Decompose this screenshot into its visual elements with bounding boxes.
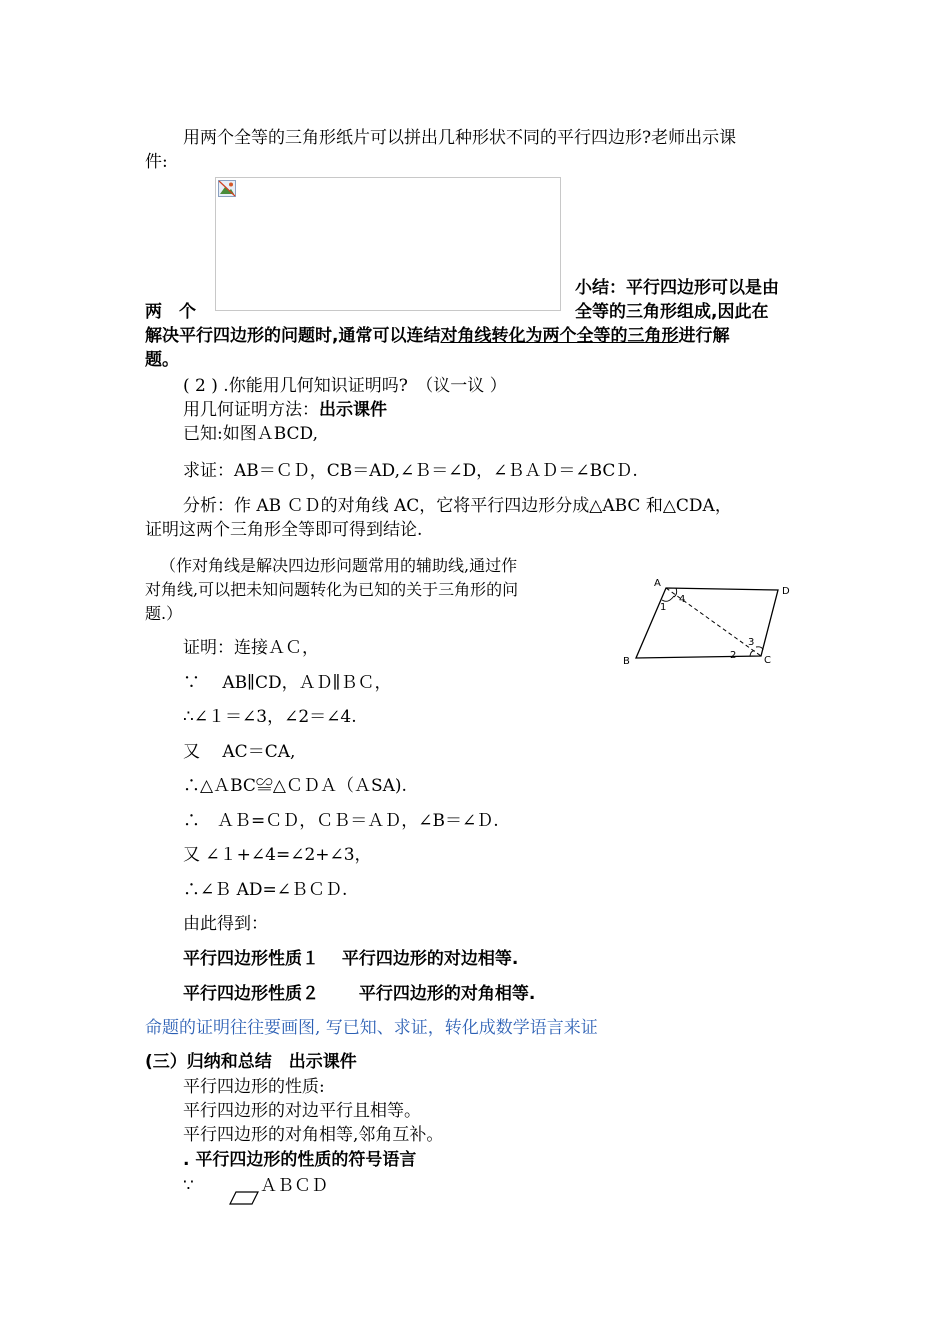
property-1: 平行四边形性质１ 平行四边形的对边相等. (183, 949, 519, 969)
note-line-3: 题.） (145, 604, 183, 623)
proof-line: ∵ AB∥CD，ＡＤ∥ＢＣ， (183, 673, 392, 693)
because-symbol: ∵ (183, 1176, 194, 1196)
parallelogram-figure (618, 570, 798, 670)
parallelogram-symbol-icon (228, 1190, 260, 1206)
summary-line-3-pre: 解决平行四边形的问题时,通常可以连结 (145, 326, 441, 346)
properties-title: 平行四边形的性质: (183, 1077, 325, 1097)
label-angle-2: 2 (730, 650, 737, 661)
proof-line: 由此得到： (183, 914, 268, 934)
prove-line: 求证：AB＝ＣＤ，CB＝AD,∠Ｂ＝∠D，∠ＢＡＤ＝∠BCＤ. (183, 461, 638, 481)
label-a: A (654, 578, 661, 589)
proof-line: ∴∠１＝∠3，∠2＝∠4. (183, 707, 357, 727)
summary-line-3-post: 进行解 (678, 326, 730, 346)
proof-line: 证明：连接ＡＣ， (183, 638, 319, 658)
angle-4-arc (674, 588, 677, 597)
summary-right-1: 小结：平行四边形可以是由 (575, 278, 779, 298)
label-d: D (782, 586, 790, 597)
symbol-language-title: . 平行四边形的性质的符号语言 (183, 1150, 417, 1170)
summary-left-word: 两 个 (145, 302, 196, 322)
summary-line-3 (145, 324, 729, 348)
note-line-2: 对角线,可以把未知问题转化为已知的关于三角形的问 (145, 580, 519, 599)
proof-line: ∴∠Ｂ AD=∠ＢＣＤ. (183, 880, 348, 900)
label-angle-3: 3 (748, 637, 755, 648)
analysis-line-1: 分析：作 AB ＣＤ的对角线 AC，它将平行四边形分成△ABC 和△CDA， (183, 496, 732, 516)
blue-note: 命题的证明往往要画图, 写已知、求证，转化成数学语言来证 (145, 1018, 598, 1038)
angle-3-arc (756, 647, 763, 650)
intro-line-2: 件: (145, 152, 168, 172)
label-angle-1: 1 (660, 602, 667, 613)
label-angle-4: 4 (679, 594, 686, 605)
angle-1-arc (662, 596, 674, 601)
proof-line: ∴ ＡＢ=ＣＤ，ＣＢ＝ＡＤ，∠B＝∠Ｄ. (183, 811, 499, 831)
proof-line: ∴△ＡBC≌△ＣＤＡ（ＡSA). (183, 776, 407, 796)
method-pre: 用几何证明方法： (183, 400, 319, 420)
method-line (183, 398, 387, 422)
label-b: B (623, 656, 630, 667)
intro-line-1: 用两个全等的三角形纸片可以拼出几种形状不同的平行四边形?老师出示课 (183, 128, 737, 148)
courseware-image-placeholder (215, 177, 561, 311)
parallelogram-shape (636, 588, 778, 658)
property-2: 平行四边形性质２ 平行四边形的对角相等. (183, 984, 536, 1004)
proof-line: 又 AC＝CA, (183, 742, 296, 762)
proof-line: 又 ∠１+∠4=∠2+∠3， (183, 845, 372, 865)
summary-right-2: 全等的三角形组成,因此在 (575, 302, 769, 322)
analysis-line-2: 证明这两个三角形全等即可得到结论. (145, 520, 423, 540)
summary-underlined: 对角线转化为两个全等的三角形 (440, 326, 679, 346)
label-c: C (764, 655, 771, 666)
given-line: 已知:如图ＡBCD, (183, 424, 318, 444)
broken-image-icon (218, 180, 236, 197)
property-a: 平行四边形的对边平行且相等。 (183, 1101, 421, 1121)
question-2: ( 2 ) .你能用几何知识证明吗? （议一议 ） (183, 376, 507, 396)
section-3-title: (三）归纳和总结 出示课件 (145, 1052, 357, 1072)
method-bold: 出示课件 (319, 400, 387, 420)
abcd-label: ＡＢＣＤ (260, 1176, 328, 1196)
summary-line-4: 题。 (145, 350, 179, 370)
note-line-1: （作对角线是解决四边形问题常用的辅助线,通过作 (160, 556, 518, 575)
property-b: 平行四边形的对角相等,邻角互补。 (183, 1125, 444, 1145)
